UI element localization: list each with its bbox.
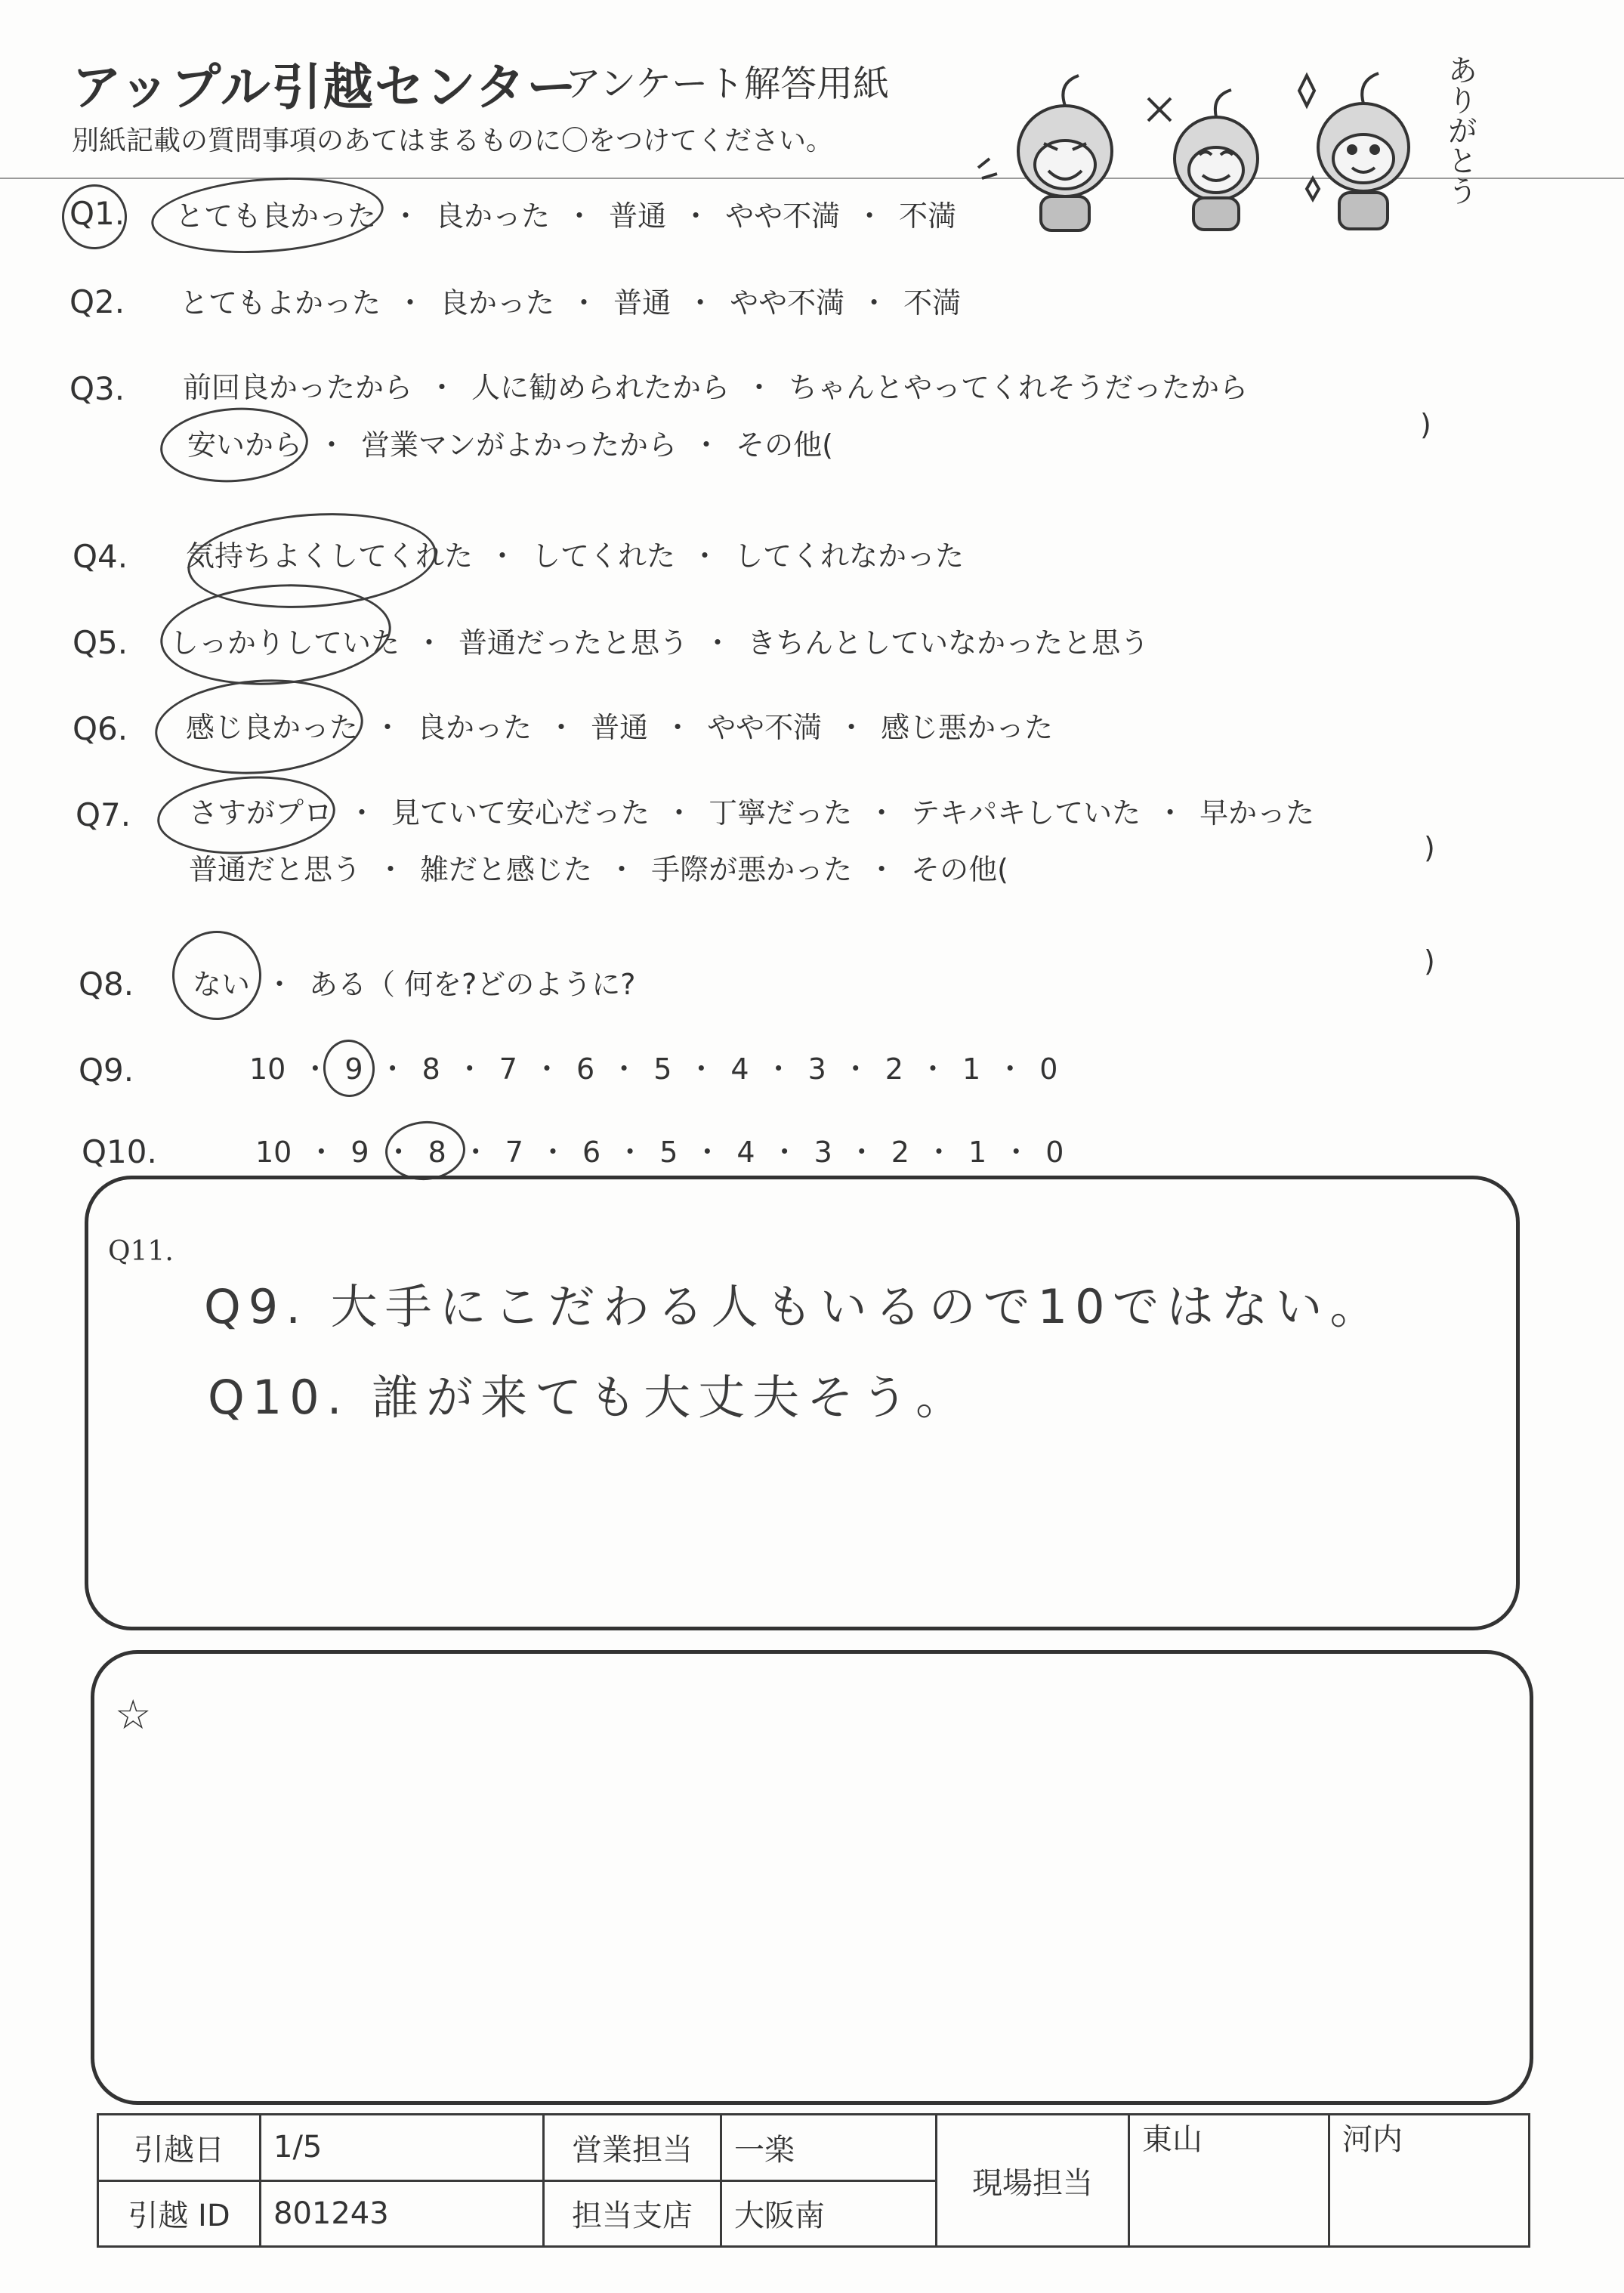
q7-option-7[interactable]: 雑だと感じた bbox=[420, 853, 593, 886]
q9-score-8[interactable]: 8 bbox=[421, 1052, 440, 1086]
q10-score-7[interactable]: 7 bbox=[505, 1136, 523, 1169]
thanks-text: ありがとう bbox=[1443, 54, 1477, 206]
q9-score-0[interactable]: 0 bbox=[1039, 1052, 1058, 1086]
q7-options-line1: さすがプロ ・ 見ていて安心だった ・ 丁寧だった ・ テキパキしていた ・ 早かった bbox=[189, 796, 1315, 830]
q10-score-0[interactable]: 0 bbox=[1045, 1136, 1064, 1169]
q2-label: Q2. bbox=[69, 283, 125, 320]
q3-options-line2: 安いから ・ 営業マンがよかったから ・ その他( bbox=[187, 428, 833, 462]
q7-option-3[interactable]: 丁寧だった bbox=[709, 796, 853, 830]
q3-selection-circle bbox=[158, 403, 310, 487]
q8-options: ない ・ ある（ 何を?どのように? bbox=[193, 968, 636, 1001]
branch-label: 担当支店 bbox=[544, 2180, 721, 2247]
q3-option-6[interactable]: その他( bbox=[736, 428, 833, 462]
q9-scale: 10 ・ 9 ・ 8 ・ 7 ・ 6 ・ 5 ・ 4 ・ 3 ・ 2 ・ 1 ・ 0 bbox=[249, 1052, 1058, 1086]
sales-value: 一楽 bbox=[721, 2115, 937, 2181]
brand-title: アップル引越センター bbox=[72, 58, 579, 116]
q10-score-10[interactable]: 10 bbox=[255, 1136, 292, 1169]
q4-option-1[interactable]: 気持ちよくしてくれた bbox=[186, 539, 474, 573]
q7-option-1[interactable]: さすがプロ bbox=[189, 796, 333, 830]
q5-option-2[interactable]: 普通だったと思う bbox=[458, 626, 689, 660]
q6-option-2[interactable]: 良かった bbox=[417, 711, 533, 744]
q10-score-4[interactable]: 4 bbox=[736, 1136, 755, 1169]
site-staff-2: 河内 bbox=[1329, 2115, 1530, 2247]
q7-options-line2: 普通だと思う ・ 雑だと感じた ・ 手際が悪かった ・ その他( bbox=[189, 853, 1008, 886]
q2-option-3[interactable]: 普通 bbox=[613, 286, 672, 320]
q9-score-2[interactable]: 2 bbox=[885, 1052, 903, 1086]
q4-option-3[interactable]: してくれなかった bbox=[734, 539, 965, 573]
q1-option-5[interactable]: 不満 bbox=[899, 199, 957, 233]
q10-score-2[interactable]: 2 bbox=[891, 1136, 909, 1169]
q3-close-paren: ) bbox=[1420, 408, 1431, 441]
q1-option-1[interactable]: とても良かった bbox=[175, 199, 377, 233]
q6-option-5[interactable]: 感じ悪かった bbox=[881, 711, 1054, 744]
q10-score-9[interactable]: 9 bbox=[350, 1136, 369, 1169]
q6-selection-circle bbox=[152, 673, 366, 781]
q3-option-3[interactable]: ちゃんとやってくれそうだったから bbox=[789, 371, 1249, 404]
q6-label: Q6. bbox=[73, 710, 128, 747]
q10-score-8[interactable]: 8 bbox=[428, 1136, 446, 1169]
q9-score-10[interactable]: 10 bbox=[249, 1052, 286, 1086]
q6-option-3[interactable]: 普通 bbox=[591, 711, 649, 744]
q7-option-6[interactable]: 普通だと思う bbox=[189, 853, 362, 886]
q3-options-line1: 前回良かったから ・ 人に勧められたから ・ ちゃんとやってくれそうだったから bbox=[183, 371, 1249, 404]
q9-score-6[interactable]: 6 bbox=[576, 1052, 595, 1086]
star-comment-box[interactable] bbox=[91, 1650, 1533, 2105]
q10-score-3[interactable]: 3 bbox=[814, 1136, 832, 1169]
q9-score-4[interactable]: 4 bbox=[730, 1052, 749, 1086]
q1-selection-circle bbox=[149, 170, 386, 260]
q5-options: しっかりしていた ・ 普通だったと思う ・ きちんとしていなかったと思う bbox=[170, 626, 1150, 660]
site-staff-1: 東山 bbox=[1129, 2115, 1329, 2247]
site-staff-label: 現場担当 bbox=[937, 2115, 1129, 2247]
q9-score-7[interactable]: 7 bbox=[499, 1052, 517, 1086]
q3-option-1[interactable]: 前回良かったから bbox=[183, 371, 413, 404]
q2-option-1[interactable]: とてもよかった bbox=[180, 286, 381, 320]
instruction-text: 別紙記載の質問事項のあてはまるものに〇をつけてください。 bbox=[72, 125, 834, 156]
q4-options: 気持ちよくしてくれた ・ してくれた ・ してくれなかった bbox=[186, 539, 965, 573]
q1-label-circle bbox=[60, 182, 129, 252]
q8-selection-circle bbox=[169, 928, 264, 1023]
q8-label: Q8. bbox=[79, 966, 134, 1003]
star-icon: ☆ bbox=[115, 1691, 152, 1738]
moving-date-value: 1/5 bbox=[261, 2115, 544, 2181]
q9-score-9[interactable]: 9 bbox=[344, 1052, 363, 1086]
q5-option-1[interactable]: しっかりしていた bbox=[170, 626, 400, 660]
q9-label: Q9. bbox=[79, 1052, 134, 1089]
q9-score-3[interactable]: 3 bbox=[807, 1052, 826, 1086]
q7-label: Q7. bbox=[76, 796, 131, 833]
q8-option-1[interactable]: ない bbox=[193, 968, 251, 1001]
sales-label: 営業担当 bbox=[544, 2115, 721, 2181]
q6-option-1[interactable]: 感じ良かった bbox=[186, 711, 359, 744]
q1-option-2[interactable]: 良かった bbox=[435, 199, 551, 233]
q8-close-paren: ) bbox=[1424, 944, 1435, 978]
q5-label: Q5. bbox=[73, 624, 128, 661]
q2-option-4[interactable]: やや不満 bbox=[730, 286, 845, 320]
q2-option-5[interactable]: 不満 bbox=[903, 286, 962, 320]
q1-label: Q1. bbox=[69, 195, 125, 232]
moving-id-label: 引越 ID bbox=[98, 2180, 261, 2247]
q7-close-paren: ) bbox=[1424, 831, 1435, 864]
q6-option-4[interactable]: やや不満 bbox=[707, 711, 823, 744]
q3-option-4[interactable]: 安いから bbox=[187, 428, 303, 462]
q5-option-3[interactable]: きちんとしていなかったと思う bbox=[747, 626, 1150, 660]
q10-score-1[interactable]: 1 bbox=[968, 1136, 987, 1169]
q11-comment-line-2: Q10. 誰が来ても大丈夫そう。 bbox=[208, 1370, 971, 1425]
q11-comment-line-1: Q9. 大手にこだわる人もいるので10ではない。 bbox=[204, 1279, 1385, 1334]
move-info-table bbox=[97, 2113, 1530, 2248]
q4-option-2[interactable]: してくれた bbox=[532, 539, 676, 573]
q9-score-1[interactable]: 1 bbox=[962, 1052, 981, 1086]
q10-score-6[interactable]: 6 bbox=[582, 1136, 601, 1169]
q7-option-9[interactable]: その他( bbox=[911, 853, 1008, 886]
q7-option-4[interactable]: テキパキしていた bbox=[911, 796, 1141, 830]
q1-option-4[interactable]: やや不満 bbox=[725, 199, 841, 233]
q7-option-8[interactable]: 手際が悪かった bbox=[651, 853, 853, 886]
monkey-mascots-illustration bbox=[974, 53, 1488, 242]
q7-option-2[interactable]: 見ていて安心だった bbox=[391, 796, 650, 830]
q11-label: Q11. bbox=[108, 1236, 174, 1267]
q1-option-3[interactable]: 普通 bbox=[609, 199, 667, 233]
q7-option-5[interactable]: 早かった bbox=[1199, 796, 1315, 830]
q3-option-5[interactable]: 営業マンがよかったから bbox=[361, 428, 678, 462]
q10-score-5[interactable]: 5 bbox=[659, 1136, 678, 1169]
q1-options: とても良かった ・ 良かった ・ 普通 ・ やや不満 ・ 不満 bbox=[175, 199, 957, 233]
q10-scale: 10 ・ 9 ・ 8 ・ 7 ・ 6 ・ 5 ・ 4 ・ 3 ・ 2 ・ 1 ・ 0 bbox=[255, 1136, 1064, 1169]
q3-label: Q3. bbox=[69, 370, 125, 407]
moving-id-value: 801243 bbox=[261, 2180, 544, 2247]
q2-options: とてもよかった ・ 良かった ・ 普通 ・ やや不満 ・ 不満 bbox=[180, 286, 962, 320]
q10-label: Q10. bbox=[82, 1133, 157, 1170]
q4-label: Q4. bbox=[73, 538, 128, 575]
moving-date-label: 引越日 bbox=[98, 2115, 261, 2181]
q2-option-2[interactable]: 良かった bbox=[440, 286, 555, 320]
q8-option-2[interactable]: ある（ 何を?どのように? bbox=[309, 968, 636, 1001]
q3-option-2[interactable]: 人に勧められたから bbox=[471, 371, 730, 404]
branch-value: 大阪南 bbox=[721, 2180, 937, 2247]
q6-options: 感じ良かった ・ 良かった ・ 普通 ・ やや不満 ・ 感じ悪かった bbox=[186, 711, 1054, 744]
q9-score-5[interactable]: 5 bbox=[653, 1052, 672, 1086]
form-subtitle: アンケート解答用紙 bbox=[565, 63, 890, 105]
